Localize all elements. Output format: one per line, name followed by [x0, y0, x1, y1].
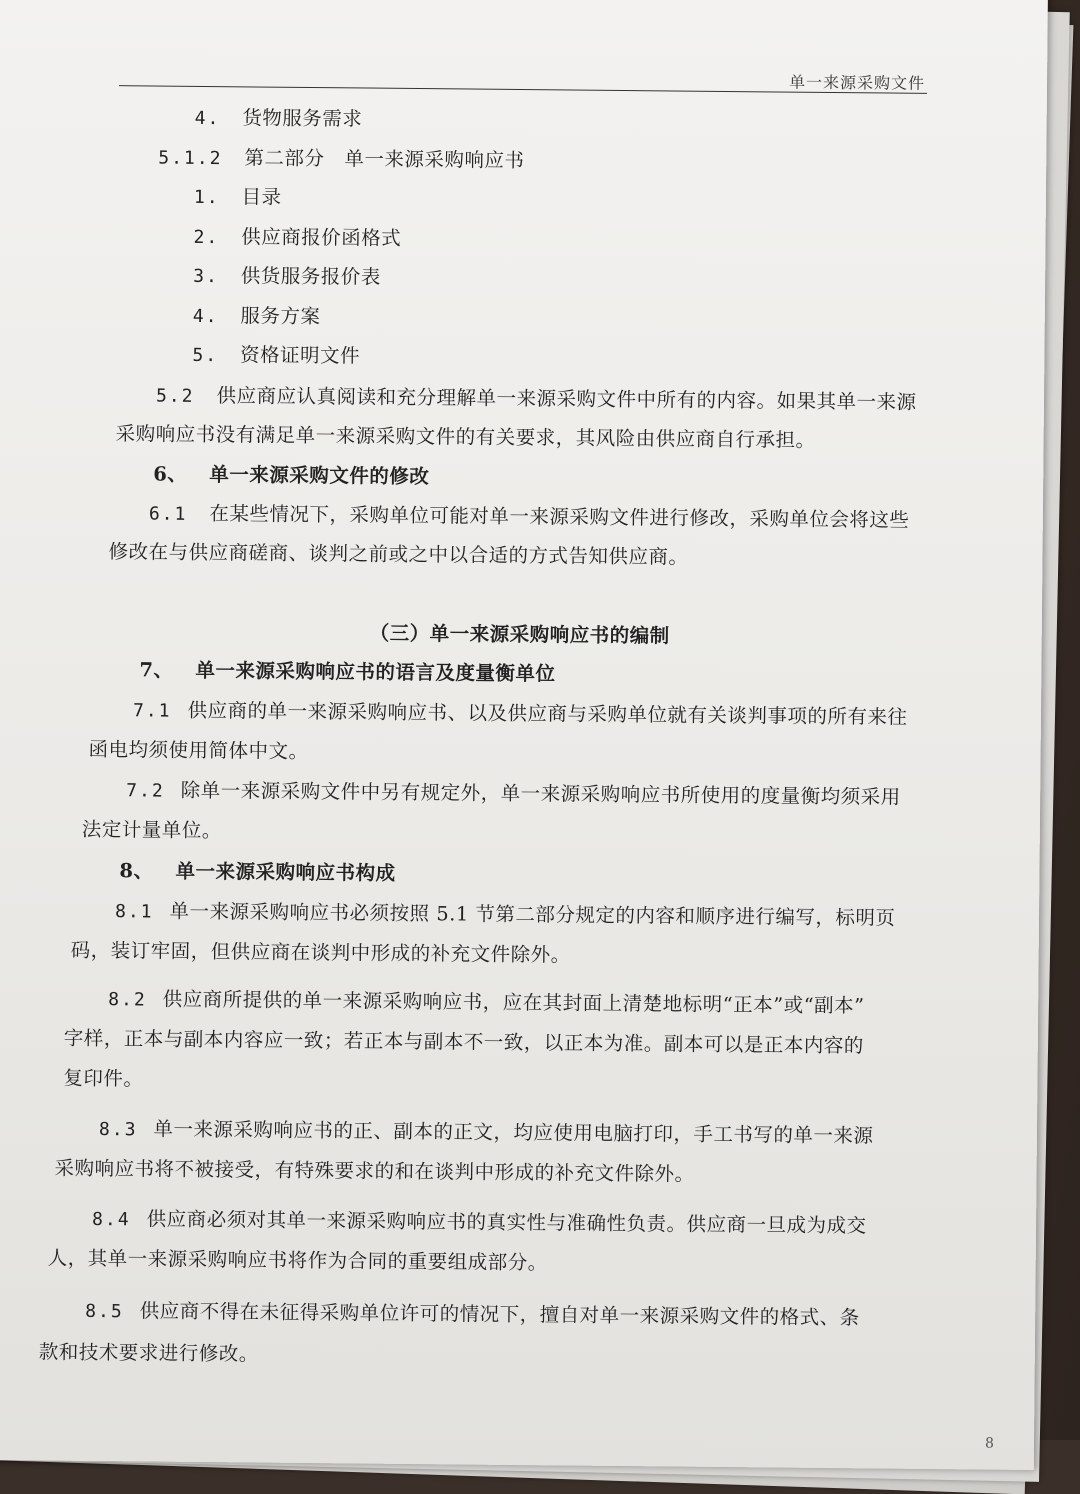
paragraph-line: 8.4 供应商必须对其单一来源采购响应书的真实性与准确性负责。供应商一旦成为成交 — [92, 1207, 867, 1238]
page-number: 8 — [984, 1435, 995, 1452]
paragraph-line: 7.1 供应商的单一来源采购响应书、以及供应商与采购单位就有关谈判事项的所有来往 — [132, 698, 908, 729]
paragraph-line: 8.3 单一来源采购响应书的正、副本的正文，均应使用电脑打印，手工书写的单一来源 — [98, 1117, 874, 1148]
paragraph-line: 复印件。 — [63, 1066, 144, 1091]
paragraph-line: 款和技术要求进行修改。 — [38, 1340, 259, 1366]
paragraph-line: 修改在与供应商磋商、谈判之前或之中以合适的方式告知供应商。 — [108, 540, 689, 569]
paragraph-line: 采购响应书没有满足单一来源采购文件的有关要求，其风险由供应商自行承担。 — [115, 422, 816, 452]
list-item: 1. 目录 — [193, 185, 282, 209]
paragraph-line: 法定计量单位。 — [81, 817, 222, 843]
section-heading: 8、 单一来源采购响应书构成 — [119, 859, 396, 885]
subsection-heading: 5.1.2 第二部分 单一来源采购响应书 — [158, 146, 525, 173]
list-item: 4. 服务方案 — [192, 304, 321, 329]
paragraph-line: 8.2 供应商所提供的单一来源采购响应书，应在其封面上清楚地标明“正本”或“副本” — [108, 987, 865, 1018]
section-title: （三）单一来源采购响应书的编制 — [369, 621, 670, 648]
paragraph-line: 码，装订牢固，但供应商在谈判中形成的补充文件除外。 — [70, 938, 571, 967]
paragraph-line: 人，其单一来源采购响应书将作为合同的重要组成部分。 — [47, 1246, 548, 1275]
paragraph-line: 采购响应书将不被接受，有特殊要求的和在谈判中形成的补充文件除外。 — [54, 1156, 695, 1186]
list-item: 2. 供应商报价函格式 — [193, 225, 402, 250]
section-heading: 7、 单一来源采购响应书的语言及度量衡单位 — [139, 658, 556, 686]
list-item: 5. 资格证明文件 — [192, 343, 361, 368]
paragraph-line: 8.5 供应商不得在未征得采购单位许可的情况下，擅自对单一来源采购文件的格式、条 — [85, 1299, 860, 1330]
paragraph-line: 7.2 除单一来源采购文件中另有规定外，单一来源采购响应书所使用的度量衡均须采用 — [126, 778, 901, 809]
paragraph-line: 8.1 单一来源采购响应书必须按照 5.1 节第二部分规定的内容和顺序进行编写，标明页 — [114, 899, 896, 930]
paragraph-line: 字样，正本与副本内容应一致；若正本与副本不一致，以正本为准。副本可以是正本内容的 — [63, 1026, 864, 1058]
list-item: 4. 货物服务需求 — [194, 106, 363, 131]
paragraph-line: 5.2 供应商应认真阅读和充分理解单一来源采购文件中所有的内容。如果其单一来源 — [155, 384, 917, 414]
list-item: 3. 供货服务报价表 — [193, 264, 381, 289]
header-title: 单一来源采购文件 — [788, 72, 926, 93]
paragraph-line: 函电均须使用简体中文。 — [88, 737, 309, 763]
section-heading: 6、 单一来源采购文件的修改 — [153, 462, 430, 489]
paragraph-line: 6.1 在某些情况下，采购单位可能对单一来源采购文件进行修改，采购单位会将这些 — [148, 502, 910, 532]
